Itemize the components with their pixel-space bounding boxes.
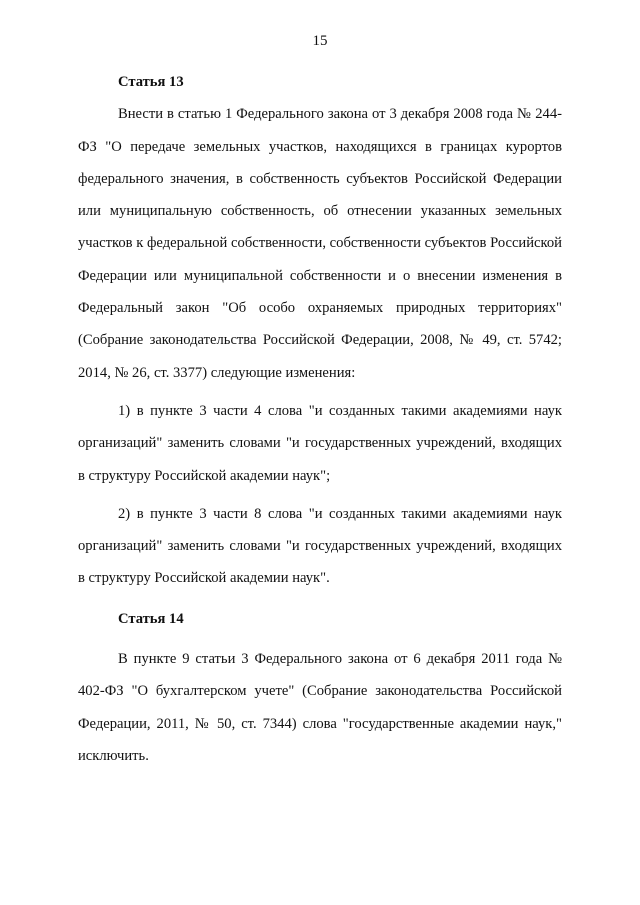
article-13-item-1: 1) в пункте 3 части 4 слова "и созданных такими академиями наук организаций" заменить словами "и государственных учреждений, входящих в структуру Российской академии наук"; bbox=[78, 402, 562, 484]
document-body bbox=[78, 66, 562, 772]
article-14-heading: Статья 14 bbox=[118, 610, 184, 627]
article-13-item-2: 2) в пункте 3 части 8 слова "и созданных такими академиями наук организаций" заменить словами "и государственных учреждений, входящих в структуру Российской академии наук". bbox=[78, 505, 562, 587]
page-number: 15 bbox=[312, 33, 328, 49]
article-13-intro: Внести в статью 1 Федерального закона от 3 декабря 2008 года № 244-ФЗ "О передаче земельных участков, находящихся в границах курортов федерального значения, в собственность субъектов Российской Федерации или муниципальную собственность, об отнесении указанных земельных участков к федеральной собственности, собственности субъектов Российской Федерации или муниципальной собственности и о внесении изменения в Федеральный закон "Об особо охраняемых природных территориях" (Собрание законодательства Российской Федерации, 2008, № 49, ст. 5742; 2014, № 26, ст. 3377) следующие изменения: bbox=[78, 106, 562, 381]
article-13-heading: Статья 13 bbox=[118, 74, 184, 90]
article-14-text: В пункте 9 статьи 3 Федерального закона от 6 декабря 2011 года № 402-ФЗ "О бухгалтерском учете" (Собрание законодательства Российской Федерации, 2011, № 50, ст. 7344) слова "государственные академии наук," исключить. bbox=[78, 651, 562, 764]
